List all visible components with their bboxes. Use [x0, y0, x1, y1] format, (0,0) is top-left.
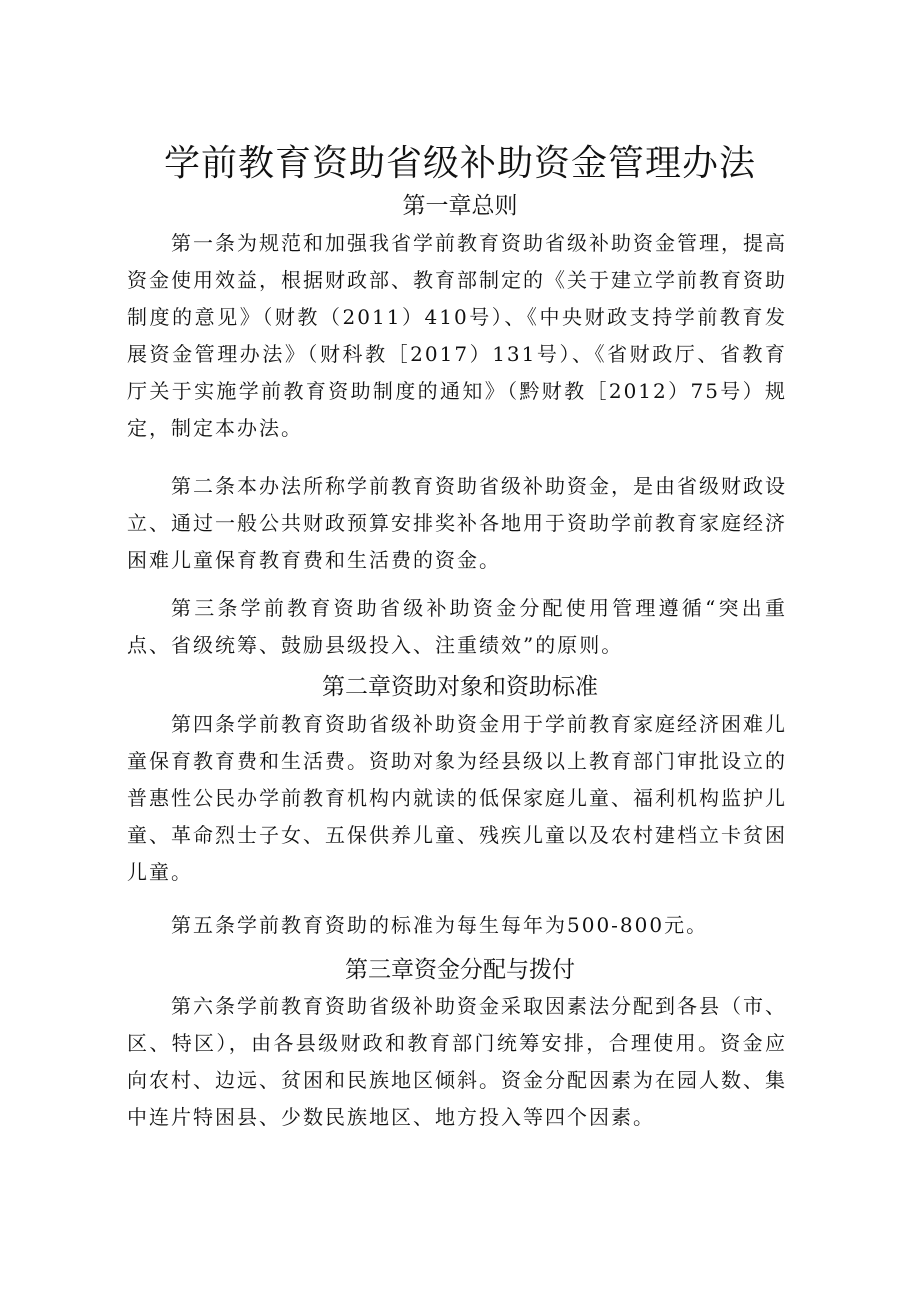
chapter-heading-3: 第三章资金分配与拨付 — [345, 957, 575, 983]
document-title: 学前教育资助省级补助资金管理办法 — [163, 143, 756, 184]
article-5: 第五条学前教育资助的标准为每生每年为500-800元。 — [171, 913, 709, 937]
article-1: 第一条为规范和加强我省学前教育资助省级补助资金管理，提高资金使用效益，根据财政部、教育部制定的《关于建立学前教育资助制度的意见》（财教（2011）410号）、《中央财政支持学前教育发展资金管理办法》（财科教［2017）131号）、《省财政厅、省教育厅关于实施学前教育资助制度的通知》（黔财教［2012）75号）规定，制定本办法。 — [127, 231, 787, 440]
chapter-heading-1: 第一章总则 — [402, 193, 518, 219]
article-2: 第二条本办法所称学前教育资助省级补助资金，是由省级财政设立、通过一般公共财政预算安排奖补各地用于资助学前教育家庭经济困难儿童保育教育费和生活费的资金。 — [127, 474, 787, 572]
article-4: 第四条学前教育资助省级补助资金用于学前教育家庭经济困难儿童保育教育费和生活费。资助对象为经县级以上教育部门审批设立的普惠性公民办学前教育机构内就读的低保家庭儿童、福利机构监护儿童、革命烈士子女、五保供养儿童、残疾儿童以及农村建档立卡贫困儿童。 — [127, 712, 787, 884]
article-6: 第六条学前教育资助省级补助资金采取因素法分配到各县（市、区、特区），由各县级财政和教育部门统筹安排，合理使用。资金应向农村、边远、贫困和民族地区倾斜。资金分配因素为在园人数、集中连片特困县、少数民族地区、地方投入等四个因素。 — [127, 994, 787, 1129]
chapter-heading-2: 第二章资助对象和资助标准 — [322, 674, 598, 700]
article-3: 第三条学前教育资助省级补助资金分配使用管理遵循“突出重点、省级统筹、鼓励县级投入、注重绩效”的原则。 — [127, 596, 787, 657]
